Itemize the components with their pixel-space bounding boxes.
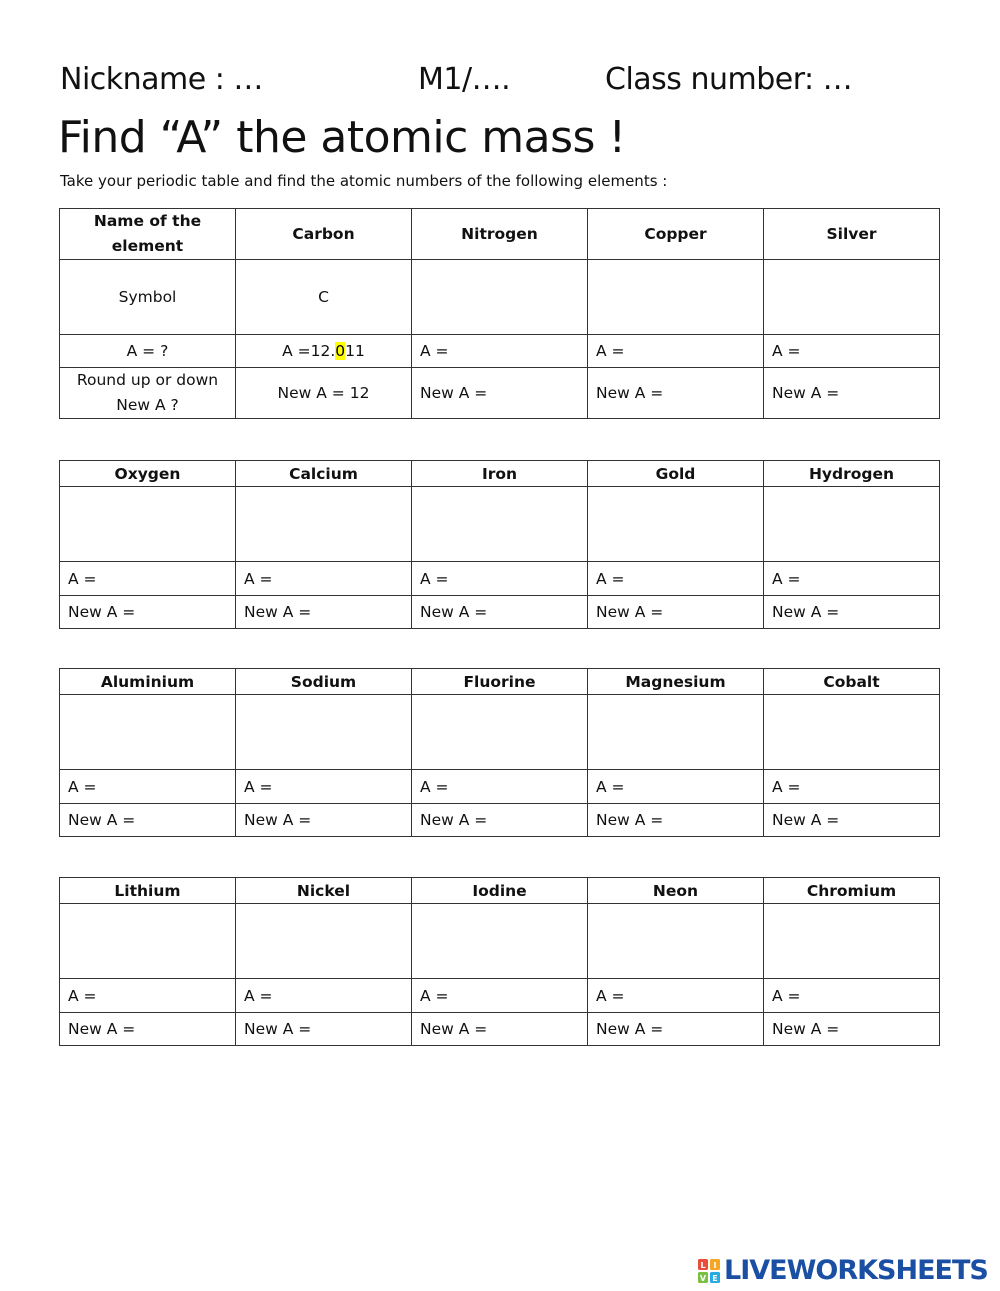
class-number-field[interactable]: Class number: … — [605, 62, 853, 97]
symbol-answer-cell[interactable] — [764, 904, 940, 979]
table-row — [60, 335, 940, 368]
new-a-answer-cell[interactable]: New A = — [588, 1013, 764, 1046]
a-answer-cell[interactable]: A = — [236, 562, 412, 596]
symbol-answer-cell[interactable] — [60, 904, 236, 979]
new-a-answer-cell[interactable]: New A = — [764, 804, 940, 837]
table-row — [60, 260, 940, 335]
new-a-answer-cell[interactable]: New A = — [588, 804, 764, 837]
element-name: Gold — [588, 461, 764, 487]
a-answer-cell[interactable]: A = — [236, 770, 412, 804]
table-row — [60, 487, 940, 562]
new-a-answer-cell[interactable]: New A = — [764, 596, 940, 629]
element-name: Iodine — [412, 878, 588, 904]
element-table-2 — [59, 460, 940, 629]
a-example-after: 11 — [345, 342, 365, 360]
a-answer-cell[interactable]: A = — [60, 979, 236, 1013]
element-table-1 — [59, 208, 940, 419]
new-a-answer-cell[interactable]: New A = — [412, 596, 588, 629]
a-answer-cell[interactable]: A = — [412, 770, 588, 804]
element-name: Carbon — [236, 209, 412, 260]
element-name: Chromium — [764, 878, 940, 904]
element-name: Cobalt — [764, 669, 940, 695]
symbol-answer-cell[interactable] — [236, 487, 412, 562]
nickname-field[interactable]: Nickname : … — [60, 62, 263, 97]
new-a-answer-cell[interactable]: New A = — [236, 1013, 412, 1046]
element-name: Copper — [588, 209, 764, 260]
table-row — [60, 669, 940, 695]
symbol-answer-cell[interactable] — [588, 260, 764, 335]
new-a-answer-cell[interactable]: New A = — [412, 368, 588, 419]
element-name: Nickel — [236, 878, 412, 904]
a-answer-cell[interactable]: A = — [588, 335, 764, 368]
table-row — [60, 770, 940, 804]
new-a-answer-cell[interactable]: New A = — [764, 1013, 940, 1046]
symbol-answer-cell[interactable] — [764, 695, 940, 770]
symbol-answer-cell[interactable] — [412, 487, 588, 562]
a-answer-cell[interactable]: A = — [236, 979, 412, 1013]
page-title: Find “A” the atomic mass ! — [58, 112, 626, 163]
symbol-example: C — [236, 260, 412, 335]
table-row — [60, 979, 940, 1013]
new-a-answer-cell[interactable]: New A = — [60, 1013, 236, 1046]
new-a-example: New A = 12 — [236, 368, 412, 419]
symbol-answer-cell[interactable] — [236, 695, 412, 770]
a-answer-cell[interactable]: A = — [764, 979, 940, 1013]
symbol-answer-cell[interactable] — [412, 260, 588, 335]
element-name: Oxygen — [60, 461, 236, 487]
element-name: Aluminium — [60, 669, 236, 695]
element-name: Sodium — [236, 669, 412, 695]
new-a-answer-cell[interactable]: New A = — [236, 596, 412, 629]
table-row — [60, 596, 940, 629]
element-name: Hydrogen — [764, 461, 940, 487]
logo-tile-letter: L — [700, 1261, 706, 1270]
new-a-answer-cell[interactable]: New A = — [412, 1013, 588, 1046]
symbol-answer-cell[interactable] — [412, 904, 588, 979]
a-answer-cell[interactable]: A = — [764, 562, 940, 596]
logo-tile-letter: E — [712, 1274, 718, 1283]
a-answer-cell[interactable]: A = — [588, 562, 764, 596]
table-row — [60, 904, 940, 979]
a-example — [236, 335, 412, 368]
new-a-answer-cell[interactable]: New A = — [60, 596, 236, 629]
element-name: Lithium — [60, 878, 236, 904]
instructions: Take your periodic table and find the atomic numbers of the following elements : — [60, 172, 668, 190]
table-row — [60, 695, 940, 770]
new-a-answer-cell[interactable]: New A = — [588, 596, 764, 629]
element-name: Magnesium — [588, 669, 764, 695]
new-a-answer-cell[interactable]: New A = — [764, 368, 940, 419]
row-label-round-line1: Round up or down — [76, 371, 219, 389]
a-answer-cell[interactable]: A = — [588, 770, 764, 804]
logo-tile-letter: I — [713, 1261, 717, 1270]
element-name: Fluorine — [412, 669, 588, 695]
class-code-field[interactable]: M1/…. — [418, 62, 511, 97]
logo-tile-letter: V — [699, 1274, 707, 1283]
a-answer-cell[interactable]: A = — [412, 979, 588, 1013]
symbol-answer-cell[interactable] — [412, 695, 588, 770]
element-name: Silver — [764, 209, 940, 260]
element-name: Calcium — [236, 461, 412, 487]
table-row — [60, 562, 940, 596]
table-row — [60, 461, 940, 487]
symbol-answer-cell[interactable] — [588, 695, 764, 770]
element-name: Nitrogen — [412, 209, 588, 260]
new-a-answer-cell[interactable]: New A = — [236, 804, 412, 837]
new-a-answer-cell[interactable]: New A = — [588, 368, 764, 419]
new-a-answer-cell[interactable]: New A = — [412, 804, 588, 837]
element-name: Iron — [412, 461, 588, 487]
row-label-symbol: Symbol — [60, 260, 236, 335]
element-table-4 — [59, 877, 940, 1046]
symbol-answer-cell[interactable] — [588, 904, 764, 979]
symbol-answer-cell[interactable] — [588, 487, 764, 562]
table-row — [60, 1013, 940, 1046]
symbol-answer-cell[interactable] — [236, 904, 412, 979]
a-answer-cell[interactable]: A = — [60, 770, 236, 804]
table-row — [60, 804, 940, 837]
a-answer-cell[interactable]: A = — [588, 979, 764, 1013]
table-row — [60, 878, 940, 904]
a-example-highlight: 0 — [335, 342, 346, 360]
new-a-answer-cell[interactable]: New A = — [60, 804, 236, 837]
liveworksheets-logo-icon — [698, 1259, 720, 1283]
row-label-round-line2: New A ? — [116, 396, 179, 414]
a-example-before: A =12. — [282, 342, 336, 360]
table-row — [60, 368, 940, 419]
a-answer-cell[interactable]: A = — [60, 562, 236, 596]
symbol-answer-cell[interactable] — [764, 260, 940, 335]
a-answer-cell[interactable]: A = — [764, 335, 940, 368]
liveworksheets-logo[interactable] — [698, 1256, 994, 1286]
row-label-name: Name of the element — [60, 209, 236, 260]
element-name: Neon — [588, 878, 764, 904]
a-answer-cell[interactable]: A = — [764, 770, 940, 804]
symbol-answer-cell[interactable] — [60, 695, 236, 770]
table-row — [60, 209, 940, 260]
symbol-answer-cell[interactable] — [764, 487, 940, 562]
worksheet-header — [60, 62, 940, 106]
liveworksheets-logo-text: LIVEWORKSHEETS — [724, 1255, 988, 1286]
a-answer-cell[interactable]: A = — [412, 562, 588, 596]
row-label-a: A = ? — [60, 335, 236, 368]
symbol-answer-cell[interactable] — [60, 487, 236, 562]
row-label-round — [60, 368, 236, 419]
element-table-3 — [59, 668, 940, 837]
a-answer-cell[interactable]: A = — [412, 335, 588, 368]
